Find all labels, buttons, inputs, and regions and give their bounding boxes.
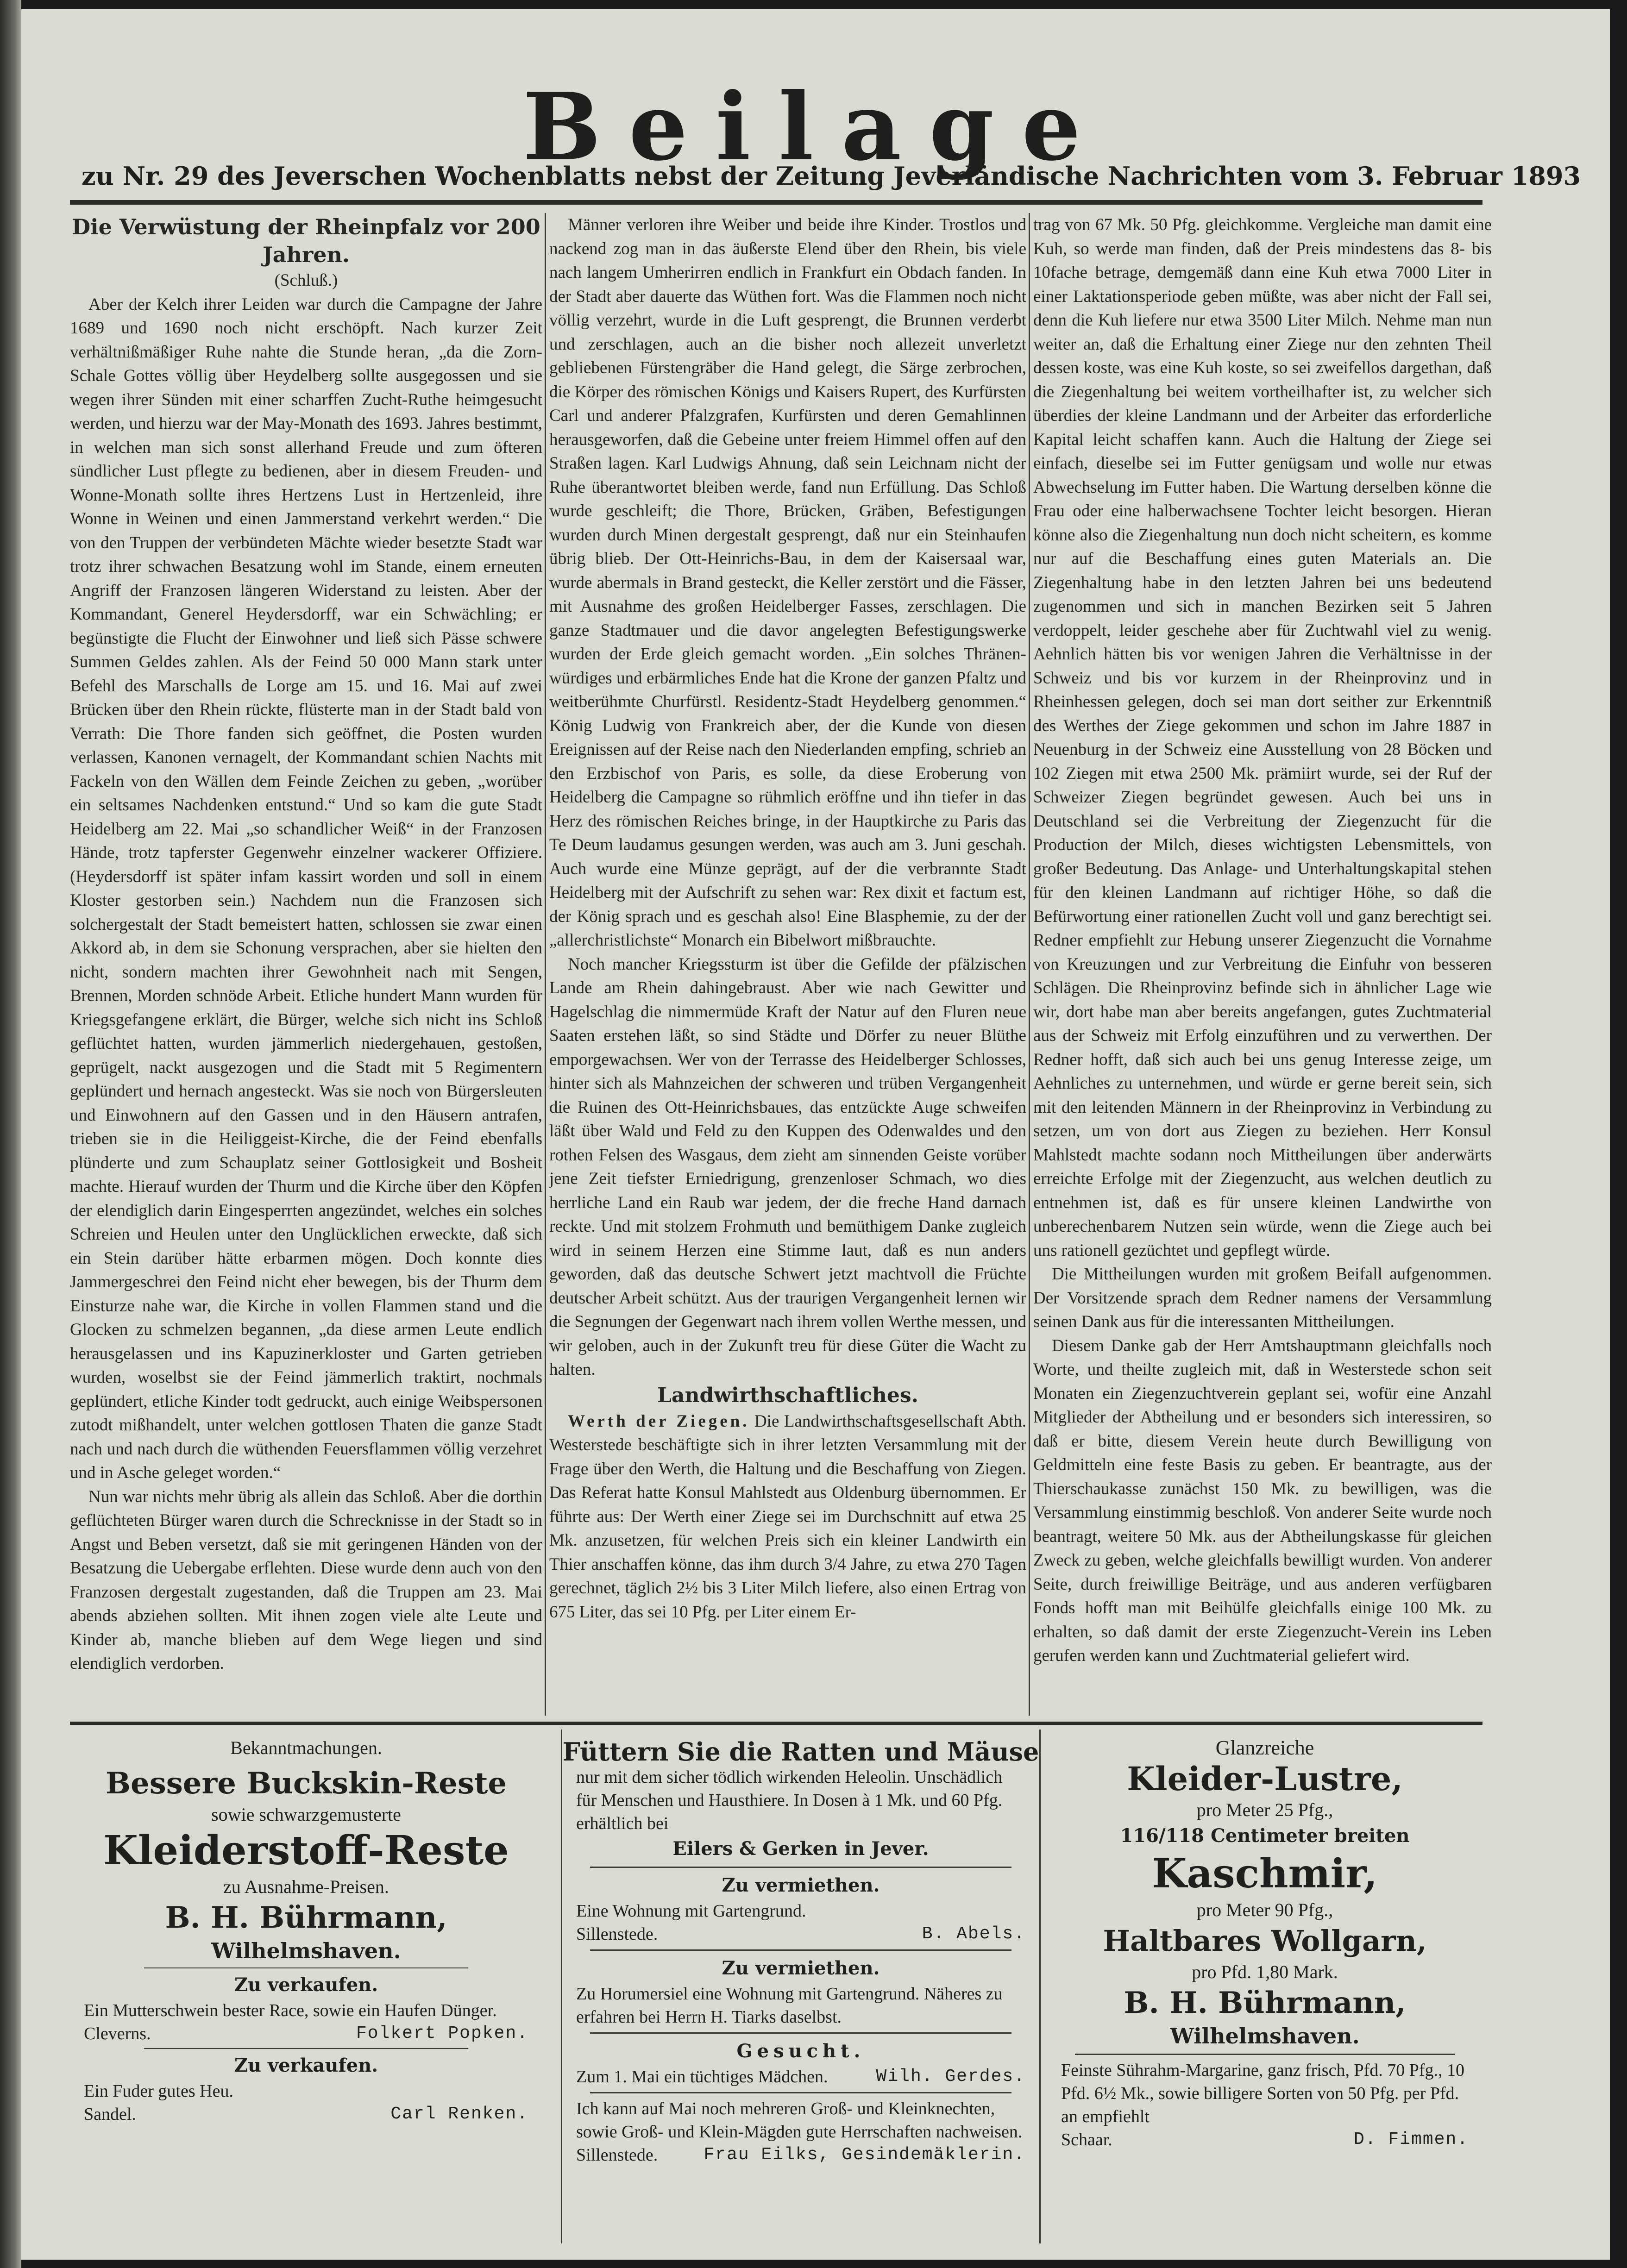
paragraph: Diesem Danke gab der Herr Amtshauptmann gleichfalls noch Worte, und theilte zugleich mit, daß in Westerstede schon seit Monaten ein Ziegenzuchtverein geplant sei, wofür eine Anzahl Mitglieder der Abtheilung und er besonders sich interessiren, so daß er bitte, diesem Verein heute durch Bewilligung von Geldmitteln eine feste Basis zu geben. Er beantragte, aus der Thierschaukasse zunächst 150 Mk. zu bewilligen, was die Versammlung einstimmig beschloß. Von anderer Seite wurde noch beantragt, weitere 50 Mk. aus der Abtheilungskasse für gleichen Zweck zu geben, welche gleichfalls bewilligt wurden. Von anderer Seite, durch freiwillige Beiträge, und aus anderen verfügbaren Fonds hofft man mit Beihülfe gleichfalls einige 100 Mk. zu erhalten, so daß damit der erste Ziegenzucht-Verein ins Leben gerufen werden kann und Zuchtmaterial geliefert wird.	[1033, 1336, 1492, 1665]
ad-text: nur mit dem sicher tödlich wirkenden Heleolin. Unschädlich für Menschen und Hausthiere. In Dosen à 1 Mk. und 60 Pfg. erhältlich bei	[576, 1767, 1003, 1833]
ad-line: Haltbares Wollgarn,	[1103, 1924, 1427, 1958]
ad-wanted	[562, 2065, 1039, 2088]
paragraph: Nun war nichts mehr übrig als allein das Schloß. Aber die dorthin geflüchteten Bürger waren durch die Schrecknisse in der Stadt so in Angst und Beben versetzt, daß sie mit geringenen Händen von der Besatzung die Uebergabe erflehten. Diese wurde denn auch von den Franzosen dergestalt zugestanden, daß die Truppen am 23. Mai abends abziehen sollten. Mit ihnen zogen viele alte Leute und Kinder ab, manche blieben auf dem Wege liegen und sind elendiglich verdorben.	[70, 1487, 542, 1673]
ad-margarine-sign	[1047, 2128, 1483, 2151]
ads-rule	[70, 1722, 1483, 1725]
article-text: Die Landwirthschaftsgesellschaft Abth. Westerstede beschäftigte sich in ihrer letzten Versammlung mit der Frage über den Werth, die Haltung und die Beschaffung von Ziegen. Das Referat hatte Konsul Mahlstedt aus Oldenburg übernommen. Er führte aus: Der Werth einer Ziege sei im Durchschnitt auf etwa 25 Mk. anzusetzen, für welchen Preis sich ein kleiner Landwirth ein Thier anschaffen könne, das ihm durch 3/4 Jahre, zu etwa 270 Tagen gerechnet, täglich 2½ bis 3 Liter Milch liefere, also einen Ertrag von 675 Liter, das sei 10 Pfg. per Liter einem Er-	[549, 1411, 1026, 1622]
paragraph: Männer verloren ihre Weiber und beide ihre Kinder. Trostlos und nackend zog man in das äußerste Elend über den Rhein, bis viele nach langem Umherirren endlich in Frankfurt ein Obdach fanden. In der Stadt aber dauerte das Wüthen fort. Was die Flammen noch nicht völlig verzehrt, wurde in die Luft gesprengt, die Brunnen verderbt und zerschlagen, auch an die bisher noch allezeit unverletzt gebliebenen Fürstengräber die Hand gelegt, die Särge zerbrochen, die Körper des römischen Königs und Kaisers Rupert, des Kurfürsten Carl und anderer Pfalzgrafen, Kurfürsten und deren Gemahlinnen herausgeworfen, daß die Gebeine unter freiem Himmel offen auf den Straßen lagen. Karl Ludwigs Ahnung, daß sein Leichnam nicht der Ruhe überantwortet bleiben werde, fand nun Erfüllung. Das Schloß wurde geschleift; die Thore, Brücken, Gräben, Befestigungen wurden durch Minen dergestalt gesprengt, daß nur ein Steinhaufen übrig blieb. Der Ott-Heinrichs-Bau, in dem der Kaisersaal war, wurde abermals in Brand gesteckt, die Keller zerstört und die Fässer, mit Ausnahme des großen Heidelberger Fasses, zerschlagen. Die ganze Stadtmauer und die davor angelegten Befestigungswerke wurden der Erde gleich gemacht worden. „Ein solches Thränen-würdiges und erbärmliches Ende hat die Krone der ganzen Pfaltz und weitberühmte Churfürstl. Residentz-Stadt Heydelberg genommen.“ König Ludwig von Frankreich aber, der die Kunde von diesen Ereignissen auf der Reise nach den Niederlanden empfing, schrieb an den Erzbischof von Paris, es solle, da diese Eroberung von Heidelberg die Campagne so rühmlich eröffne und ihn tiefer in das Herz des römischen Reiches bringe, in der Hauptkirche zu Paris das Te Deum laudamus gesungen werden, was auch am 3. Juni geschah. Auch wurde eine Münze geprägt, auf der die verbrannte Stadt Heidelberg mit der Aufschrift zu sehen war: Rex dixit et factum est, der König sprach und es geschah also! Eine Blasphemie, zu der der „allerchristlichste“ Monarch ein Bibelwort mißbrauchte.	[549, 215, 1026, 950]
ad-city: Wilhelmshaven.	[1170, 2024, 1360, 2049]
article-title: Werth der Ziegen.	[568, 1411, 750, 1431]
ad-line: Glanzreiche	[1215, 1736, 1314, 1759]
ad-divider	[590, 1949, 1011, 1951]
ad-name: Frau Eilks, Gesindemäklerin.	[704, 2145, 1025, 2165]
ad-divider	[1075, 2054, 1455, 2055]
ad-line: sowie schwarzgemusterte	[211, 1804, 401, 1825]
ad-job-sign	[562, 2143, 1039, 2167]
ad-place: Sandel.	[84, 2105, 136, 2124]
ad-divider	[590, 1867, 1011, 1868]
ad-divider	[590, 2032, 1011, 2034]
ad-rent-text: Zu Horumersiel eine Wohnung mit Gartengrund. Näheres zu erfahren bei Herrn H. Tiarks daselbst.	[576, 1984, 1003, 2027]
ad-rent-text: Eine Wohnung mit Gartengrund.	[576, 1901, 806, 1921]
ad-wanted-head: Gesucht.	[736, 2040, 865, 2062]
ad-headline: Füttern Sie die Ratten und Mäuse	[562, 1737, 1039, 1767]
ad-place: Cleverns.	[84, 2024, 151, 2043]
ad-right	[1047, 1729, 1483, 2243]
column-2	[549, 213, 1026, 1716]
column-1	[70, 213, 542, 1716]
ad-divider	[144, 1967, 468, 1968]
ad-margarine-text: Feinste Sührahm-Margarine, ganz frisch, Pfd. 70 Pfg., 10 Pfd. 6½ Mk., sowie billigere Sorten von 50 Pfg. per Pfd. an empfiehlt	[1061, 2061, 1465, 2126]
ad-name: B. Abels.	[922, 1924, 1025, 1944]
ad-left	[70, 1729, 542, 2243]
ad-firm: B. H. Bührmann,	[1124, 1986, 1406, 2020]
book-binding-edge	[0, 0, 21, 2268]
ad-line: zu Ausnahme-Preisen.	[223, 1876, 389, 1897]
masthead-rule	[70, 200, 1483, 205]
ad-line: Kleider-Lustre,	[1127, 1760, 1403, 1798]
paragraph	[549, 1410, 1026, 1624]
ad-place: Sillenstede.	[576, 2145, 658, 2165]
column-divider	[545, 213, 546, 1716]
masthead-title: Beilage	[522, 73, 1109, 182]
ad-middle	[561, 1729, 1041, 2243]
ad-name: D. Fimmen.	[1353, 2130, 1469, 2149]
ad-vendor: Eilers & Gerken in Jever.	[672, 1838, 929, 1860]
ad-line: 116/118 Centimeter breiten	[1120, 1825, 1410, 1847]
ad-place: Sillenstede.	[576, 1924, 658, 1944]
ad-header: Bekanntmachungen.	[230, 1737, 382, 1758]
paragraph: Noch mancher Kriegssturm ist über die Gefilde der pfälzischen Lande am Rhein dahingebraust. Aber wie nach Gewitter und Hagelschlag die nimmermüde Kraft der Natur auf den Fluren neue Saaten erstehen läßt, so sind Städte und Dörfer zu neuer Blüthe emporgewachsen. Wer von der Terrasse des Heidelberger Schlosses, hinter sich als Mahnzeichen der schweren und trüben Vergangenheit die Ruinen des Ott-Heinrichsbaues, das entzückte Auge schweifen läßt über Wald und Feld zu den Kuppen des Odenwaldes und den rothen Felsen des Wasgaus, dem zieht am sinnenden Geiste vorüber jene Zeit tiefster Erniedrigung, grenzenloser Schmach, wo dies herrliche Land ein Raub war jedem, der die freche Hand darnach reckte. Und mit stolzem Frohmuth und bemüthigem Danke zugleich wird in seinem Herzen eine Stimme laut, daß es nun anders geworden, daß das deutsche Schwert jetzt machtvoll die Früchte deutscher Arbeit schützt. Aus der traurigen Vergangenheit lernen wir die Segnungen der Gegenwart nach ihrem vollen Werthe messen, und wir geloben, auch in der Zukunft treu für diese Güter die Wacht zu halten.	[549, 954, 1026, 1379]
ad-name: Carl Renken.	[390, 2104, 528, 2124]
column-3	[1033, 213, 1492, 1716]
paragraph: Die Mittheilungen wurden mit großem Beifall aufgenommen. Der Vorsitzende sprach dem Redner namens der Versammlung seinen Dank aus für die interessanten Mittheilungen.	[1033, 1265, 1492, 1331]
ad-job-text: Ich kann auf Mai noch mehreren Groß- und Kleinknechten, sowie Groß- und Klein-Mägden gute Herrschaften nachweisen.	[576, 2099, 1023, 2142]
ad-name: Wilh. Gerdes.	[876, 2067, 1025, 2086]
ad-line: pro Meter 90 Pfg.,	[1196, 1899, 1333, 1920]
newspaper-page	[21, 9, 1610, 2260]
article-headline: Die Verwüstung der Rheinpfalz vor 200 Jahren.	[72, 214, 540, 267]
ad-place: Schaar.	[1061, 2130, 1112, 2149]
ad-line: Kleiderstoff-Reste	[103, 1827, 509, 1874]
ad-city: Wilhelmshaven.	[211, 1938, 401, 1963]
ad-rent-head: Zu vermiethen.	[722, 1957, 880, 1979]
ad-sale-head: Zu verkaufen.	[234, 2055, 378, 2076]
column-divider	[1029, 213, 1030, 1716]
paragraph: trag von 67 Mk. 50 Pfg. gleichkomme. Vergleiche man damit eine Kuh, so werde man finden, daß der Preis mindestens das 8- bis 10fache betrage, demgemäß dann eine Kuh etwa 7000 Liter in einer Laktationsperiode geben müßte, was aber nicht der Fall sei, denn die Kuh liefere nur etwa 3500 Liter Milch. Nehme man nun weiter an, daß die Erhaltung einer Ziege nur den zehnten Theil dessen koste, was eine Kuh koste, so sei zweifellos dargethan, daß die Ziegenhaltung bei weitem vortheilhafter ist, zu welcher sich überdies der kleine Landmann und der Arbeiter das erforderliche Kapital leicht schaffen kann. Auch die Haltung der Ziege sei einfach, dieselbe sei im Futter genügsam und wolle nur etwas Abwechselung im Futter haben. Die Wartung derselben könne die Frau oder eine halberwachsene Tochter leicht besorgen. Hieran könne also die Ziegenhaltung nun doch nicht scheitern, es komme nur auf die Beschaffung eines guten Materials an. Die Ziegenhaltung habe in den letzten Jahren bei uns bedeutend zugenommen und sich in manchen Bezirken seit 5 Jahren verdoppelt, leider geschehe aber für Zuchtwahl viel zu wenig. Aehnlich hätten bis vor wenigen Jahren die Verhältnisse in der Schweiz und bis vor kurzem in der Rheinprovinz und in Rheinhessen gelegen, doch sei man dort seither zur Erkenntniß des Werthes der Ziege gekommen und schon im Jahre 1887 in Neuenburg in der Schweiz eine Ausstellung von 28 Böcken und 102 Ziegen mit etwa 2500 Mk. prämiirt wurde, sei der Ruf der Schweizer Ziegen begründet gewesen. Auch bei uns in Deutschland sei die Verbreitung der Ziegenzucht für die Production der Milch, dieses wichtigsten Lebensmittels, von großer Bedeutung. Das Anlage- und Unterhaltungskapital stehen für den kleinen Landmann auf richtiger Höhe, so daß die Befürwortung einer rationellen Zucht voll und ganz berechtigt sei. Redner empfiehlt zur Hebung unserer Ziegenzucht die Vornahme von Kreuzungen und zur Verbreitung die Einfuhr von besseren Schlägen. Die Rheinprovinz befinde sich in ähnlicher Lage wie wir, dort habe man aber bereits angefangen, gutes Zuchtmaterial aus der Schweiz mit Erfolg einzuführen und zu verwerthen. Der Redner hofft, daß sich auch bei uns genug Interesse zeige, um Aehnliches zu unternehmen, und würde er gerne bereit sein, sich mit den leitenden Männern in der Rheinprovinz in Verbindung zu setzen, um von dort aus Ziegen zu beziehen. Herr Konsul Mahlstedt machte sodann noch Mittheilungen über anderwärts erreichte Erfolge mit der Ziegenzucht, aus welchen deutlich zu entnehmen ist, daß es für unsere kleinen Landwirthe von unberechenbarem Nutzen sein würde, wenn die Ziege auch bei uns rationell gezüchtet und gepflegt würde.	[1033, 215, 1492, 1260]
ad-sale-sign	[70, 2022, 542, 2045]
ad-divider	[590, 2092, 1011, 2093]
ad-name: Folkert Popken.	[356, 2024, 528, 2043]
advertisements	[70, 1729, 1483, 2248]
ad-sale-text: Ein Mutterschwein bester Race, sowie ein Haufen Dünger.	[84, 2001, 497, 2020]
ad-divider	[144, 2048, 468, 2049]
article-subhead: (Schluß.)	[274, 271, 338, 290]
ad-line: Bessere Buckskin-Reste	[105, 1766, 507, 1801]
ad-sale-text: Ein Fuder gutes Heu.	[84, 2081, 233, 2101]
ad-rent-sign	[562, 1923, 1039, 1946]
ad-sale-sign	[70, 2103, 542, 2126]
ad-wanted-text: Zum 1. Mai ein tüchtiges Mädchen.	[576, 2067, 828, 2086]
masthead-subtitle: zu Nr. 29 des Jeverschen Wochenblatts nebst der Zeitung Jeverländische Nachrichten vom 3. Februar 1893	[82, 161, 1581, 191]
paragraph: Aber der Kelch ihrer Leiden war durch die Campagne der Jahre 1689 und 1690 noch nicht erschöpft. Nach kurzer Zeit verhältnißmäßiger Ruhe nahte die Stunde heran, „da die Zorn-Schale Gottes völlig über Heydelberg sollte ausgegossen und sie wegen ihrer Sünden mit einer scharffen Zucht-Ruthe heimgesucht werden, und hierzu war der May-Monath des 1693. Jahres bestimmt, in welchen man sich sonst allerhand Freude und zum öfteren sündlicher Lust pflegte zu bedienen, aber in diesem Freuden- und Wonne-Monath sollte ihres Hertzens Lust in Hertzenleid, ihre Wonne in Weinen und einen Jammerstand verkehrt werden.“ Die von den Truppen der verbündeten Mächte wieder besetzte Stadt war trotz ihrer schwachen Besatzung wohl im Stande, einem erneuten Angriff der Franzosen längeren Widerstand zu leisten. Aber der Kommandant, Generel Heydersdorff, war ein Schwächling; er begünstigte die Flucht der Einwohner und ließ sich Pässe schwere Summen Geldes zahlen. Als der Feind 50 000 Mann stark unter Befehl des Marschalls de Lorge am 15. und 16. Mai auf zwei Brücken über den Rhein rückte, flüsterte man in der Stadt bald von Verrath: Die Thore fanden sich geöffnet, die Posten wurden verlassen, Kanonen vernagelt, der Kommandant schien Nachts mit Fackeln von den Wällen dem Feinde Zeichen zu geben, „worüber ein seltsames Nachdenken entstund.“ Und so kam die gute Stadt Heidelberg am 22. Mai „so schandlicher Weiß“ in der Franzosen Hände, trotz tapferster Gegenwehr einzelner wackerer Offiziere. (Heydersdorff ist später infam kassirt worden und soll in einem Kloster gestorben sein.) Nachdem nun die Franzosen sich solchergestalt der Stadt bemeistert hatten, schlossen sie zwar einen Akkord ab, in dem sie Schonung versprachen, aber sie hielten den nicht, sondern machten ihrer Gewohnheit nach mit Sengen, Brennen, Morden schnöde Arbeit. Etliche hundert Mann wurden für Kriegsgefangene erklärt, die Bürger, welche sich nicht ins Schloß geflüchtet hatten, wurden jämmerlich niedergehauen, gestoßen, geprügelt, nackt ausgezogen und die Stadt mit 5 Regimentern geplündert und hernach angesteckt. Was sie noch von Bürgersleuten und Einwohnern auf den Gassen und in den Häusern antrafen, trieben sie in die Heiliggeist-Kirche, die der Feind ebenfalls plünderte und zum Schauplatz seiner Gottlosigkeit und Bosheit machte. Hierauf wurden der Thurm und die Kirche über den Köpfen der elendiglich darin Eingesperrten angezündet, welches ein solches Schreien und Heulen unter den Unglücklichen erweckte, daß sich ein Stein darüber hätte erbarmen mögen. Doch konnte dies Jammergeschrei den Feind nicht eher bewegen, bis der Thurm dem Einsturze nahe war, die Kirche in vollen Flammen stand und die Glocken zu schmelzen begannen, „da diese armen Leute endlich herausgelassen und ins Kapuzinerkloster und Garten getrieben wurden, woselbst sie der Feind jämmerlich traktirt, nochmals geplündert, etliche Kinder todt gedruckt, auch einige Weibspersonen zutodt mißhandelt, unter welchen gottlosen Thaten die ganze Stadt nach und nach durch die wüthenden Feuersflammen völlig verzehret und in Asche geleget worden.“	[70, 294, 542, 1482]
ad-firm: B. H. Bührmann,	[165, 1900, 447, 1935]
ad-line: pro Meter 25 Pfg.,	[1196, 1799, 1333, 1820]
section-headline: Landwirthschaftliches.	[657, 1383, 918, 1407]
ad-sale-head: Zu verkaufen.	[234, 1974, 378, 1996]
ad-line: pro Pfd. 1,80 Mark.	[1192, 1961, 1338, 1982]
ad-line: Kaschmir,	[1152, 1850, 1378, 1897]
ad-rent-head: Zu vermiethen.	[722, 1874, 880, 1896]
